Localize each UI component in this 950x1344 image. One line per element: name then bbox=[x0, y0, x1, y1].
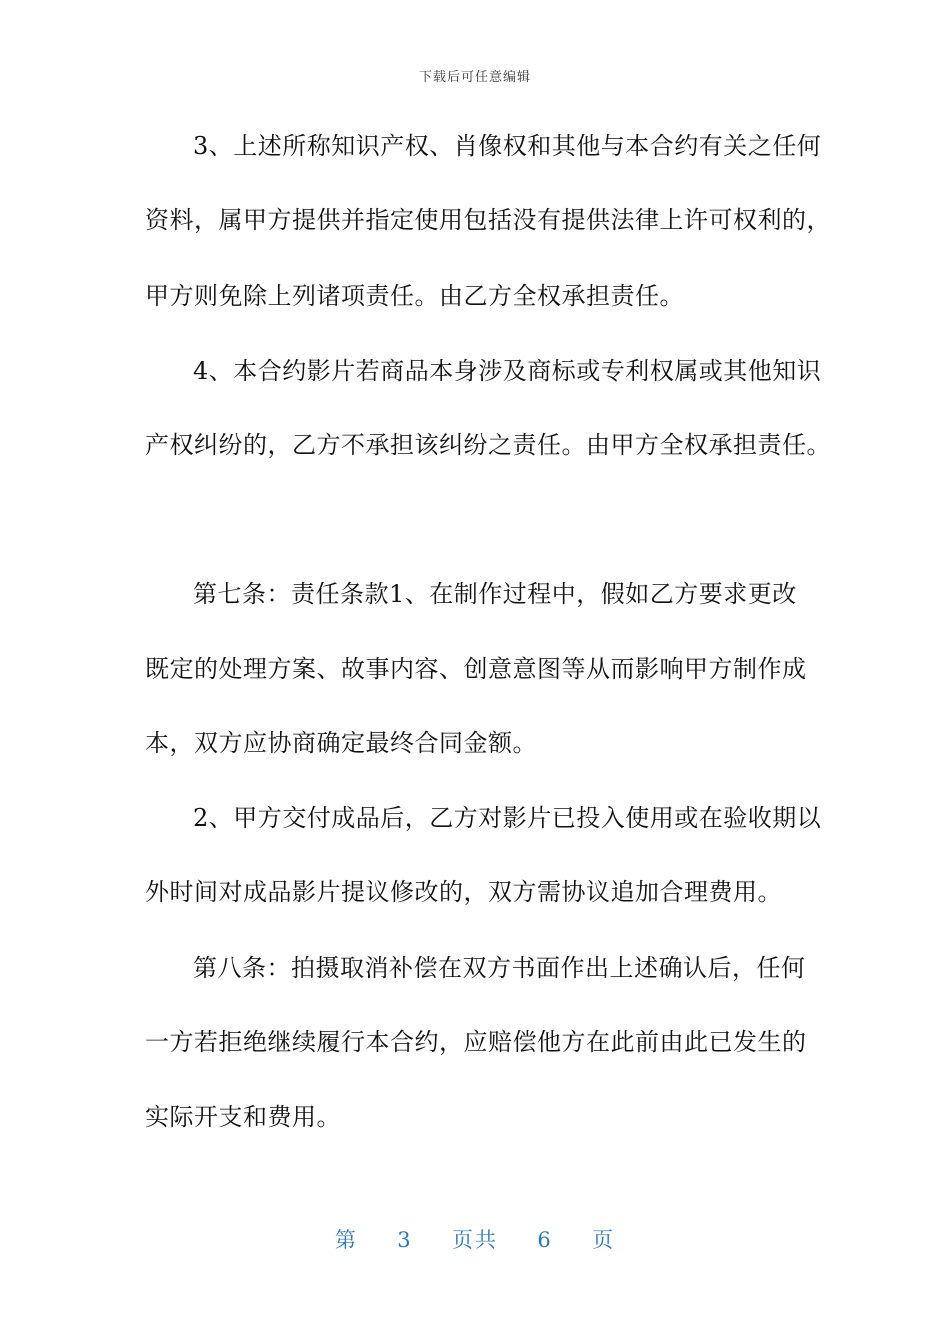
paragraph-line: 4、本合约影片若商品本身涉及商标或专利权属或其他知识 bbox=[193, 357, 822, 385]
paragraph-line: 3、上述所称知识产权、肖像权和其他与本合约有关之任何 bbox=[193, 132, 822, 160]
paragraph-line: 实际开支和费用。 bbox=[145, 1103, 341, 1131]
page-suffix: 页 bbox=[592, 1228, 616, 1252]
paragraph-line: 甲方则免除上列诸项责任。由乙方全权承担责任。 bbox=[145, 282, 684, 310]
paragraph-line: 2、甲方交付成品后，乙方对影片已投入使用或在验收期以 bbox=[193, 804, 822, 832]
paragraph-line: 第七条：责任条款1、在制作过程中，假如乙方要求更改 bbox=[193, 580, 797, 608]
paragraph-line: 本，双方应协商确定最终合同金额。 bbox=[145, 729, 537, 757]
paragraph-line: 一方若拒绝继续履行本合约，应赔偿他方在此前由此已发生的 bbox=[145, 1028, 807, 1056]
paragraph-line: 外时间对成品影片提议修改的，双方需协议追加合理费用。 bbox=[145, 878, 782, 906]
page-header-note: 下载后可任意编辑 bbox=[418, 70, 531, 85]
paragraph-line: 既定的处理方案、故事内容、创意意图等从而影响甲方制作成 bbox=[145, 655, 807, 683]
paragraph-line: 资料，属甲方提供并指定使用包括没有提供法律上许可权利的， bbox=[145, 206, 831, 234]
page-number: 3 bbox=[397, 1228, 413, 1252]
page-total: 6 bbox=[537, 1228, 553, 1252]
paragraph-line: 产权纠纷的，乙方不承担该纠纷之责任。由甲方全权承担责任。 bbox=[145, 431, 831, 459]
paragraph-line: 第八条：拍摄取消补偿在双方书面作出上述确认后，任何 bbox=[193, 954, 806, 982]
page-label: 第 bbox=[334, 1228, 358, 1252]
page-total-label: 页共 bbox=[452, 1228, 498, 1252]
page-number-footer bbox=[0, 1224, 950, 1254]
